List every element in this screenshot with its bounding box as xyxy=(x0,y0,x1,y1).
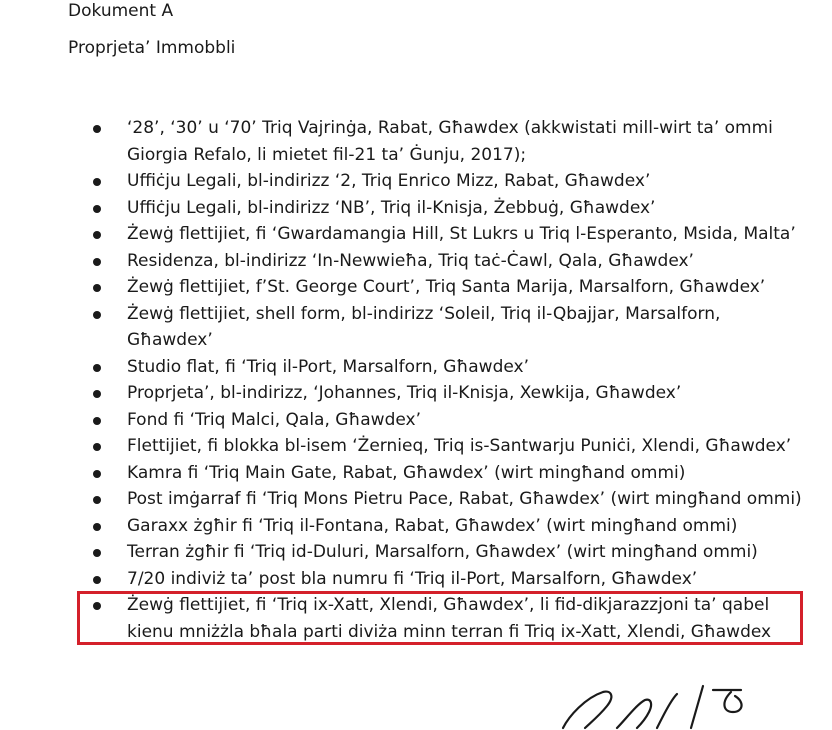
bullet-icon xyxy=(93,549,101,557)
list-item-text: Flettijiet, fi blokka bl-isem ‘Żernieq, Triq is-Santwarju Puniċi, Xlendi, Għawdex’ xyxy=(127,436,792,456)
bullet-icon xyxy=(93,311,101,319)
list-item xyxy=(0,433,832,460)
list-item-text: Giorgia Refalo, li mietet fil-21 ta’ Ġunju, 2017); xyxy=(127,144,527,165)
list-item xyxy=(0,354,832,381)
list-item xyxy=(0,115,832,168)
bullet-icon xyxy=(93,417,101,425)
list-item-text: Kamra fi ‘Triq Main Gate, Rabat, Għawdex’ (wirt mingħand ommi) xyxy=(127,462,686,483)
list-item xyxy=(0,486,832,513)
list-item-text: Studio flat, fi ‘Triq il-Port, Marsalforn, Għawdex’ xyxy=(127,356,529,377)
bullet-icon xyxy=(93,178,101,186)
list-item xyxy=(0,407,832,434)
list-item-text: Żewġ flettijiet, shell form, bl-indirizz ‘Soleil, Triq il-Qbajjar, Marsalforn, xyxy=(127,303,721,324)
list-item xyxy=(0,513,832,540)
list-item-text: 7/20 indiviż ta’ post bla numru fi ‘Triq il-Port, Marsalforn, Għawdex’ xyxy=(127,568,698,589)
list-item-text: Post imġarraf fi ‘Triq Mons Pietru Pace, Rabat, Għawdex’ (wirt mingħand ommi) xyxy=(127,489,802,509)
bullet-icon xyxy=(93,231,101,239)
bullet-icon xyxy=(93,390,101,398)
list-item xyxy=(0,566,832,593)
list-item-text: Residenza, bl-indirizz ‘In-Newwieħa, Triq taċ-Ċawl, Qala, Għawdex’ xyxy=(127,250,694,271)
bullet-icon xyxy=(93,523,101,531)
bullet-icon xyxy=(93,443,101,451)
bullet-icon xyxy=(93,125,101,133)
bullet-icon xyxy=(93,470,101,478)
bullet-icon xyxy=(93,576,101,584)
list-item-text: Uffiċju Legali, bl-indirizz ‘NB’, Triq il-Knisja, Żebbuġ, Għawdex’ xyxy=(127,197,656,218)
bullet-icon xyxy=(93,496,101,504)
list-item-text: Żewġ flettijiet, f’St. George Court’, Triq Santa Marija, Marsalforn, Għawdex’ xyxy=(127,277,766,297)
list-item-text: Terran żgħir fi ‘Triq id-Duluri, Marsalforn, Għawdex’ (wirt mingħand ommi) xyxy=(127,542,758,562)
list-item-text: Proprjeta’, bl-indirizz, ‘Johannes, Triq il-Knisja, Xewkija, Għawdex’ xyxy=(127,383,682,403)
list-item xyxy=(0,221,832,248)
list-item xyxy=(0,539,832,566)
bullet-icon xyxy=(93,284,101,292)
list-item-text: Fond fi ‘Triq Malci, Qala, Għawdex’ xyxy=(127,409,422,430)
highlight-box xyxy=(77,591,803,645)
list-item xyxy=(0,301,832,354)
bullet-icon xyxy=(93,205,101,213)
list-item xyxy=(0,195,832,222)
list-item xyxy=(0,248,832,275)
list-item-text: Żewġ flettijiet, fi ‘Gwardamangia Hill, St Lukrs u Triq l-Esperanto, Msida, Malta’ xyxy=(127,224,796,244)
document-title: Dokument A xyxy=(68,1,174,21)
bullet-icon xyxy=(93,364,101,372)
list-item xyxy=(0,380,832,407)
document-subtitle: Proprjeta’ Immobbli xyxy=(68,38,236,58)
list-item-text: ‘28’, ‘30’ u ‘70’ Triq Vajrinġa, Rabat, Għawdex (akkwistati mill-wirt ta’ ommi xyxy=(127,118,773,138)
list-item xyxy=(0,168,832,195)
bullet-icon xyxy=(93,258,101,266)
handwritten-signature xyxy=(545,676,775,730)
property-list xyxy=(0,115,832,645)
list-item-text: kienu mniżżla bħala parti diviża minn terran fi Triq ix-Xatt, Xlendi, Għawdex xyxy=(127,621,772,642)
list-item-text: Għawdex’ xyxy=(127,330,213,350)
list-item-text: Uffiċju Legali, bl-indirizz ‘2, Triq Enrico Mizz, Rabat, Għawdex’ xyxy=(127,171,651,191)
list-item-text: Żewġ flettijiet, fi ‘Triq ix-Xatt, Xlendi, Għawdex’, li fid-dikjarazzjoni ta’ qabel xyxy=(127,595,770,615)
list-item-text: Garaxx żgħir fi ‘Triq il-Fontana, Rabat, Għawdex’ (wirt mingħand ommi) xyxy=(127,515,738,536)
list-item xyxy=(0,460,832,487)
list-item xyxy=(0,274,832,301)
